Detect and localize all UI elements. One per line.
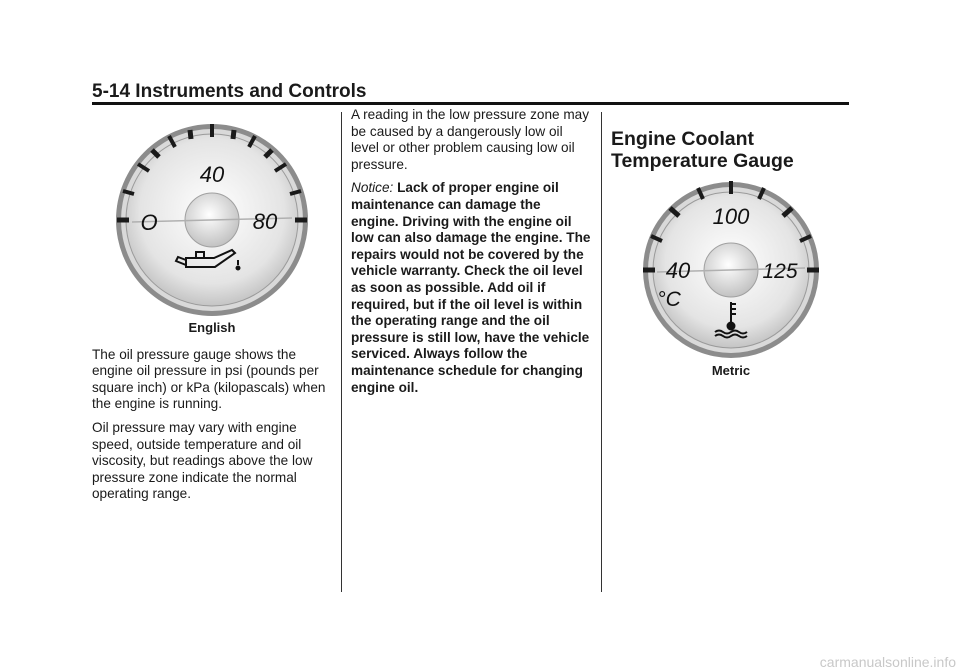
column-divider (341, 112, 342, 592)
column-right (611, 110, 851, 380)
gauge-caption-metric: Metric (711, 363, 751, 378)
body-paragraph: A reading in the low pressure zone may be caused by a dangerously low oil level or other problem causing low oil pressure. (351, 107, 590, 172)
column-middle (351, 107, 591, 403)
coolant-temperature-gauge (631, 178, 831, 363)
gauge-label-0: O (140, 210, 158, 235)
watermark: carmanualsonline.info (819, 654, 956, 670)
gauge-unit-label: °C (657, 288, 681, 311)
gauge-label-100: 100 (712, 204, 750, 229)
oil-pressure-gauge (112, 110, 312, 320)
body-paragraph: The oil pressure gauge shows the engine oil pressure in psi (pounds per square inch) or kPa (kilopascals) when the engine is running. (92, 346, 326, 412)
column-divider (601, 112, 602, 592)
header-rule (92, 102, 849, 105)
gauge-label-125: 125 (762, 260, 798, 283)
gauge-label-80: 80 (252, 209, 278, 234)
notice-label: Notice: (351, 180, 394, 196)
gauge-label-40: 40 (199, 162, 225, 187)
column-left (92, 110, 332, 510)
body-paragraph: Oil pressure may vary with engine speed, outside temperature and oil viscosity, but readings above the low pressure zone indicate the normal operating range. (92, 419, 313, 502)
gauge-caption-english: English (188, 320, 236, 335)
gauge-label-40: 40 (665, 258, 691, 283)
page-header-title: 5-14 Instruments and Controls (92, 81, 367, 102)
section-title: Engine Coolant Temperature Gauge (611, 128, 794, 172)
notice-text: Lack of proper engine oil maintenance can damage the engine. Driving with the engine oil low can also damage the engine. The repairs would not be covered by the vehicle warranty. Check the oil level as soon as possible. Add oil if required, but if the oil level is within the operating range and the oil pressure is still low, have the vehicle serviced. Always follow the maintenance schedule for changing engine oil. (351, 180, 591, 395)
notice-paragraph (351, 180, 591, 396)
